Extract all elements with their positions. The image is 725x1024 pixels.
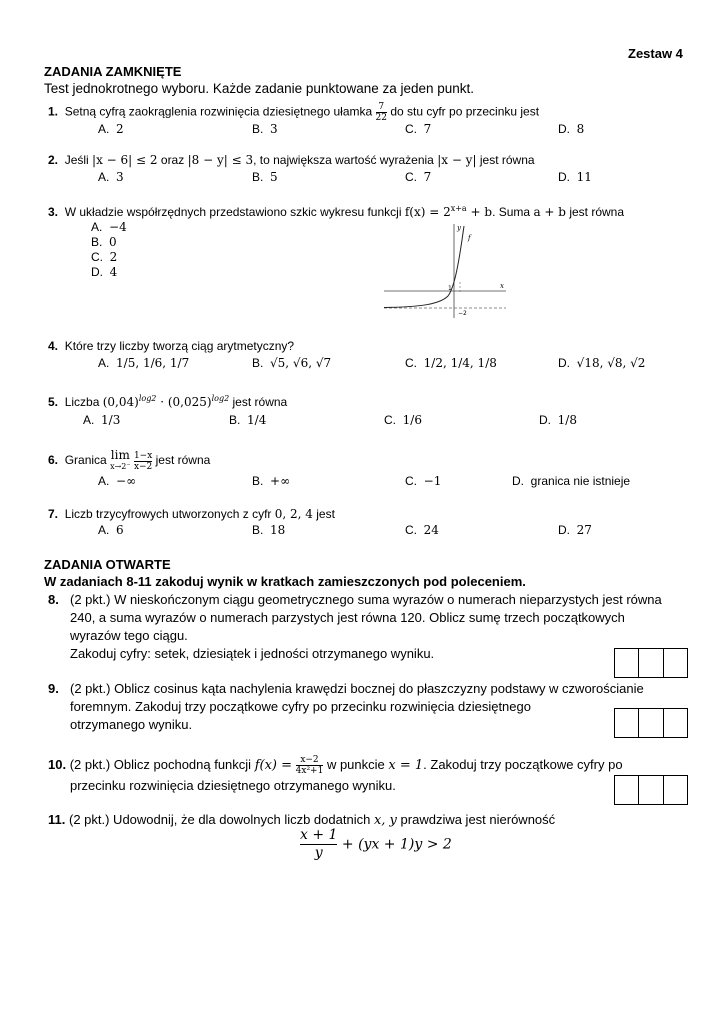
fraction: $\frac{1-x}{x-2}$ <box>133 450 153 472</box>
option-a: A. 6 <box>98 523 124 537</box>
option-a: A. 3 <box>98 170 124 184</box>
f-label: f <box>468 234 471 242</box>
option-c: C. −1 <box>405 474 442 488</box>
option-d: D. 1/8 <box>539 413 577 427</box>
option-d: D. 4 <box>91 265 118 279</box>
task-7-stem: 7. Liczb trzycyfrowych utworzonych z cyfr 0, 2, 4 jest <box>48 507 335 521</box>
function-curve <box>384 226 464 308</box>
option-a: A. −∞ <box>98 474 137 488</box>
open-section-intro: W zadaniach 8-11 zakoduj wynik w kratkach zamieszczonych pod poleceniem. <box>44 574 526 589</box>
option-d: D. granica nie istnieje <box>512 474 631 488</box>
option-d: D. 8 <box>558 122 585 136</box>
option-c: C. 2 <box>91 250 118 264</box>
answer-code-box[interactable] <box>614 648 688 678</box>
option-a: A. −4 <box>91 220 127 234</box>
tick-1: 1 <box>448 285 452 292</box>
closed-section-title: ZADANIA ZAMKNIĘTE <box>44 64 182 79</box>
answer-code-box[interactable] <box>614 708 688 738</box>
option-b: B. +∞ <box>252 474 291 488</box>
option-b: B. 3 <box>252 122 278 136</box>
fraction: $\frac{x-2}{\text{4x²+1}}$ <box>295 755 324 776</box>
task-6-stem: 6. Granica lim x→2⁻ $\frac{1-x}{x-2}$ jest równa <box>48 448 211 472</box>
option-a: A. 1/3 <box>83 413 121 427</box>
y-axis-label: y <box>457 224 461 232</box>
set-label: Zestaw 4 <box>628 46 683 61</box>
task-2-stem: 2. Jeśli |x − 6| ≤ 2 oraz |8 − y| ≤ 3, to największa wartość wyrażenia |x − y| jest równa <box>48 153 535 167</box>
tick-minus-2: −2 <box>458 310 467 317</box>
fraction: $\frac{7}{22}$ <box>375 102 387 123</box>
option-a: A. 2 <box>98 122 124 136</box>
option-b: B. 0 <box>91 235 117 249</box>
task-5-stem: 5. Liczba $(0,04)^{log2} \cdot (0,025)^{log2}$ jest równa <box>48 394 288 409</box>
limit: lim x→2⁻ <box>110 448 131 471</box>
option-b: B. 18 <box>252 523 286 537</box>
option-c: C. 1/6 <box>384 413 422 427</box>
option-b: B. √5, √6, √7 <box>252 356 332 370</box>
option-c: C. 7 <box>405 170 432 184</box>
option-c: C. 7 <box>405 122 432 136</box>
task-4-stem: 4. Które trzy liczby tworzą ciąg arytmetyczny? <box>48 339 295 353</box>
option-b: B. 1/4 <box>229 413 267 427</box>
option-d: D. 11 <box>558 170 592 184</box>
task-3-stem: 3. W układzie współrzędnych przedstawiono szkic wykresu funkcji $f(x) = 2^{x+a} + b$. Suma a + b jest równa <box>48 204 625 219</box>
option-c: C. 1/2, 1/4, 1/8 <box>405 356 497 370</box>
closed-section-intro: Test jednokrotnego wyboru. Każde zadanie punktowane za jeden punkt. <box>44 81 475 96</box>
option-d: D. 27 <box>558 523 592 537</box>
inequality: $\frac{x + 1}{y}$ + (yx + 1)y > 2 <box>300 827 452 861</box>
exponential-graph <box>382 222 508 320</box>
answer-code-box[interactable] <box>614 775 688 805</box>
task-1-stem: 1. Setną cyfrą zaokrąglenia rozwinięcia dziesiętnego ułamka $\frac{7}{22}$ do stu cyfr po przecinku jest <box>48 102 540 123</box>
option-d: D. √18, √8, √2 <box>558 356 646 370</box>
open-section-title: ZADANIA OTWARTE <box>44 557 171 572</box>
option-c: C. 24 <box>405 523 439 537</box>
option-b: B. 5 <box>252 170 278 184</box>
option-a: A. 1/5, 1/6, 1/7 <box>98 356 190 370</box>
x-axis-label: x <box>500 282 504 290</box>
